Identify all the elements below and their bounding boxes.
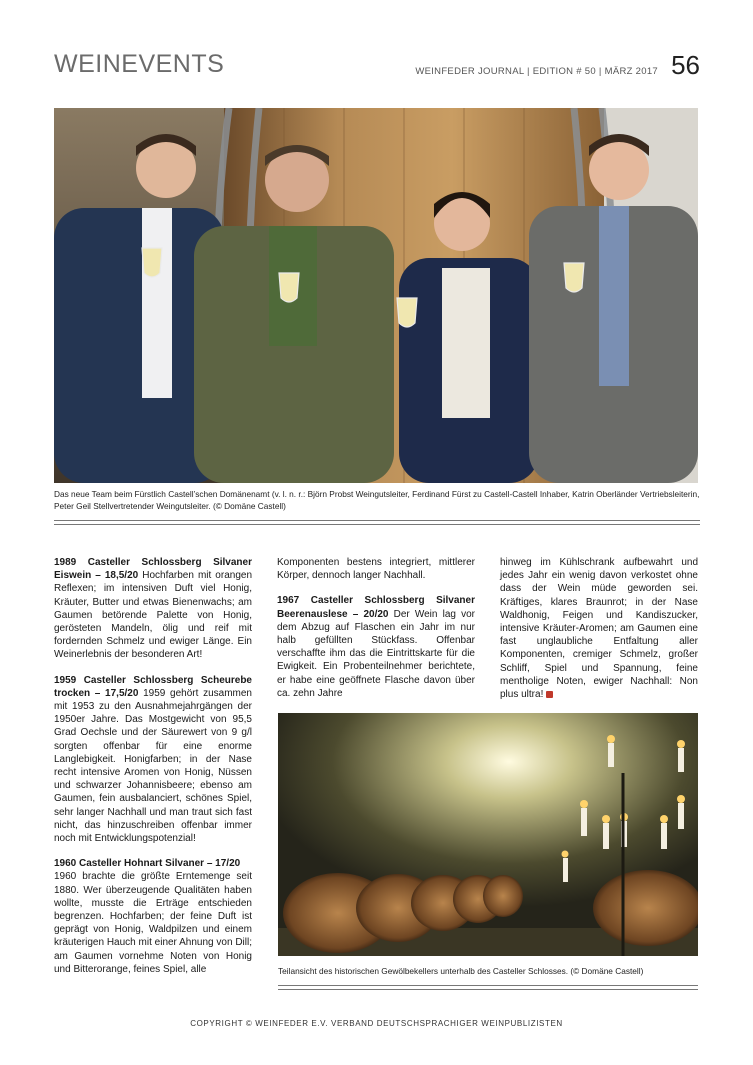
article-1989-eiswein xyxy=(54,556,252,662)
article-heading: 1959 Casteller Schlossberg Scheurebe trocken – 17,5/20 xyxy=(54,674,252,699)
footer-copyright: COPYRIGHT © WEINFEDER E.V. VERBAND DEUTSCHSPRACHIGER WEINPUBLIZISTEN xyxy=(190,1019,563,1028)
article-body: hinweg im Kühlschrank aufbewahrt und jedes Jahr ein wenig davon verkostet ohne dass der Wein müde geworden sei. Kräftiges, klares Braunrot; in der Nase Waldhonig, Feigen und Kandiszucker, intensive Kräuter-Aromen; am Gaumen eine fast unglaubliche Entfaltung aller Komponenten, cremiger Schmelz, großer Schliff, Spiel und Spannung, feine mentholige Noten, ewiger Nachhall: Non plus ultra! xyxy=(500,557,698,701)
article-1967-beerenauslese xyxy=(277,594,475,700)
article-1960-hohnart xyxy=(54,857,252,976)
column-2 xyxy=(277,556,475,712)
cellar-photo-illustration xyxy=(278,713,698,956)
article-heading: 1960 Casteller Hohnart Silvaner – 17/20 xyxy=(54,858,241,870)
team-photo-caption: Das neue Team beim Fürstlich Castell’schen Domänenamt (v. l. n. r.: Björn Probst Weingutsleiter, Ferdinand Fürst zu Castell-Castell Inhaber, Katrin Oberländer Vertriebsleiterin, Peter Geil Stellvertretender Weingutsleiter. (© Domäne Castell) xyxy=(54,489,700,511)
article-body: Der Wein lag vor dem Abzug auf Flaschen ein Jahr im nur halb gefüllten Stückfass. Offenbar verschaffte ihm das die Eintrittskarte für die Ewigkeit. Ein Probenteilnehmer berichtete, er habe eine geöffnete Flasche davon über ca. zehn Jahre xyxy=(277,608,475,699)
article-1960-hohnart-continued xyxy=(277,556,475,582)
page-number: 56 xyxy=(671,50,700,80)
article-1959-scheurebe xyxy=(54,674,252,846)
article-end-mark xyxy=(546,691,553,698)
article-heading: 1989 Casteller Schlossberg Silvaner Eiswein – 18,5/20 xyxy=(54,557,252,582)
article-body: Hochfarben mit orangen Reflexen; im intensiven Duft viel Honig, Kräuter, Butter und etwas Bienenwachs; am Gaumen betörende Palette von Honig, gerösteten Mandeln, ölig und reif mit fordernden Schmelz und ewiger Länge. Ein Weinerlebnis der besonderen Art! xyxy=(54,570,253,661)
caption-divider-bottom xyxy=(278,985,698,990)
team-photo xyxy=(54,108,698,483)
masthead: WEINFEDER JOURNAL | EDITION # 50 | MÄRZ 2017 xyxy=(415,66,658,77)
article-body: 1960 brachte die größte Erntemenge seit 1880. Wer überzeugende Qualitäten haben wollte, musste die Erträge entschieden begrenzen. Hochfarben; der feine Duft ist geprägt von Honig, Waldpilzen und einem kräuterigen Hauch mit einer Ahnung von Dill; am Gaumen vornehme Noten von Honig und Bitterorange, feines Spiel, alle xyxy=(54,871,252,975)
column-3 xyxy=(500,556,698,713)
article-heading: 1967 Casteller Schlossberg Silvaner Beerenauslese – 20/20 xyxy=(277,595,475,620)
section-title: WEINEVENTS xyxy=(54,50,225,78)
column-1 xyxy=(54,556,252,988)
article-body: 1959 gehört zusammen mit 1953 zu den Ausnahmejahrgängen der 1950er Jahre. Das Mostgewicht von 95,5 Grad Oechsle und der Säurewert von 9 g/l sorgten offenbar für eine enorme Langlebigkeit. Honigfarben; in der Nase recht intensive Aromen von Honig, Nüssen und schwarzer Johannisbeere; ebenso am Gaumen, fein ausbalanciert, schönes Spiel, sehr langer Nachhall und man traut sich fast nicht, das hinzuschreiben offenbar immer noch mit Entwicklungspotenzial! xyxy=(54,687,252,845)
article-body: Komponenten bestens integriert, mittlerer Körper, dennoch langer Nachhall. xyxy=(277,557,475,582)
team-photo-illustration xyxy=(54,108,698,483)
cellar-photo xyxy=(278,713,698,956)
caption-divider-top xyxy=(54,520,700,525)
cellar-photo-caption: Teilansicht des historischen Gewölbekellers unterhalb des Casteller Schlosses. (© Domäne Castell) xyxy=(278,966,644,976)
article-1967-beerenauslese-continued xyxy=(500,556,698,701)
